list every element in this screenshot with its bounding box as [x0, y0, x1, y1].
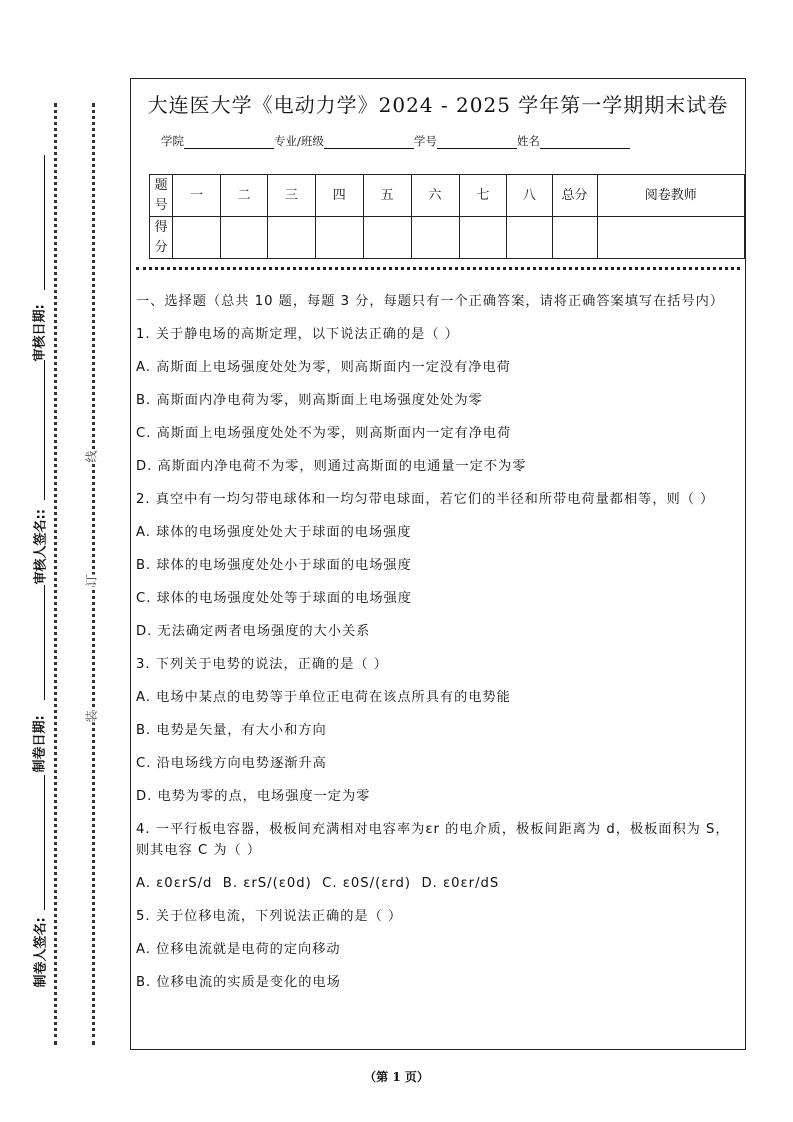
- column-header: 一: [173, 175, 221, 217]
- student-id-label: 学号: [413, 134, 437, 148]
- score-row-header: 得分: [150, 217, 173, 259]
- option-line: B. 高斯面内净电荷为零，则高斯面上电场强度处处为零: [136, 393, 483, 408]
- page-number: （第 1 页）: [364, 1070, 429, 1084]
- option-line: A. ε0εrS/d B. εrS/(ε0d) C. ε0S/(εrd) D. ε0εr/dS: [136, 876, 500, 891]
- score-cell: [221, 217, 268, 259]
- score-cell: [268, 217, 316, 259]
- option-line: B. 位移电流的实质是变化的电场: [136, 975, 341, 990]
- option-line: A. 球体的电场强度处处大于球面的电场强度: [136, 525, 412, 540]
- score-cell: [315, 217, 363, 259]
- college-label: 学院: [161, 134, 184, 148]
- option-line: C. 沿电场线方向电势逐渐升高: [136, 756, 327, 771]
- section-heading: 一、选择题（总共 10 题，每题 3 分，每题只有一个正确答案，请将正确答案填写在括号内）: [136, 294, 725, 309]
- binding-mark-staple: 订: [84, 574, 99, 587]
- signature-line: [44, 155, 45, 290]
- score-cell: [597, 217, 744, 259]
- dotted-separator: [136, 267, 740, 270]
- binding-line-outer: [54, 103, 57, 1045]
- option-line: A. 位移电流就是电荷的定向移动: [136, 942, 341, 957]
- student-id-field[interactable]: [437, 136, 517, 149]
- reviewer-signature-label: 审核人签名::: [33, 509, 49, 585]
- column-header: 阅卷教师: [597, 175, 744, 217]
- column-header: 二: [221, 175, 268, 217]
- review-date-label: 审核日期:: [32, 304, 48, 362]
- binding-mark-line: 线: [84, 450, 99, 463]
- question-line: 3. 下列关于电势的说法，正确的是（ ）: [136, 657, 388, 672]
- column-header: 七: [459, 175, 507, 217]
- option-line: C. 高斯面上电场强度处处不为零，则高斯面内一定有净电荷: [136, 426, 512, 441]
- question-body: [136, 291, 739, 1005]
- option-line: B. 电势是矢量，有大小和方向: [136, 723, 327, 738]
- score-cell: [459, 217, 507, 259]
- student-info-row: [161, 133, 630, 149]
- signature-line: [44, 360, 45, 500]
- table-row: [150, 217, 745, 259]
- option-line: D. 高斯面内净电荷不为零，则通过高斯面的电通量一定不为零: [136, 459, 527, 474]
- signature-line: [44, 585, 45, 700]
- name-field[interactable]: [540, 136, 630, 149]
- option-line: A. 电场中某点的电势等于单位正电荷在该点所具有的电势能: [136, 690, 511, 705]
- table-row: [150, 175, 745, 217]
- paper-date-label: 制卷日期:: [32, 715, 48, 773]
- score-cell: [363, 217, 411, 259]
- signature-line: [44, 775, 45, 910]
- question-line: 1. 关于静电场的高斯定理，以下说法正确的是（ ）: [136, 327, 459, 342]
- college-field[interactable]: [184, 136, 274, 149]
- question-line: 5. 关于位移电流，下列说法正确的是（ ）: [136, 909, 403, 924]
- question-line: 4. 一平行板电容器，极板间充满相对电容率为εr 的电介质，极板间距离为 d，极板面积为 S，则其电容 C 为（ ）: [136, 822, 730, 858]
- column-header: 八: [507, 175, 552, 217]
- binding-mark-bind: 装: [84, 710, 99, 723]
- exam-title: 大连医大学《电动力学》2024 - 2025 学年第一学期期末试卷: [147, 93, 729, 117]
- option-line: C. 球体的电场强度处处等于球面的电场强度: [136, 591, 412, 606]
- option-line: D. 无法确定两者电场强度的大小关系: [136, 624, 371, 639]
- score-table: [149, 174, 745, 259]
- question-line: 2. 真空中有一均匀带电球体和一均匀带电球面，若它们的半径和所带电荷量都相等，则（ ）: [136, 492, 715, 507]
- option-line: D. 电势为零的点，电场强度一定为零: [136, 789, 371, 804]
- score-cell: [507, 217, 552, 259]
- option-line: B. 球体的电场强度处处小于球面的电场强度: [136, 558, 412, 573]
- score-cell: [411, 217, 459, 259]
- score-cell: [173, 217, 221, 259]
- column-header: 总分: [552, 175, 597, 217]
- column-header: 四: [315, 175, 363, 217]
- exam-page-frame: [130, 78, 746, 1050]
- name-label: 姓名: [516, 134, 540, 148]
- column-header: 五: [363, 175, 411, 217]
- score-cell: [552, 217, 597, 259]
- option-line: A. 高斯面上电场强度处处为零，则高斯面内一定没有净电荷: [136, 360, 511, 375]
- paper-maker-signature-label: 制卷人签名:: [33, 917, 49, 988]
- major-class-label: 专业/班级: [274, 134, 324, 148]
- question-number-header: 题号: [150, 175, 173, 217]
- column-header: 六: [411, 175, 459, 217]
- column-header: 三: [268, 175, 316, 217]
- major-class-field[interactable]: [324, 136, 414, 149]
